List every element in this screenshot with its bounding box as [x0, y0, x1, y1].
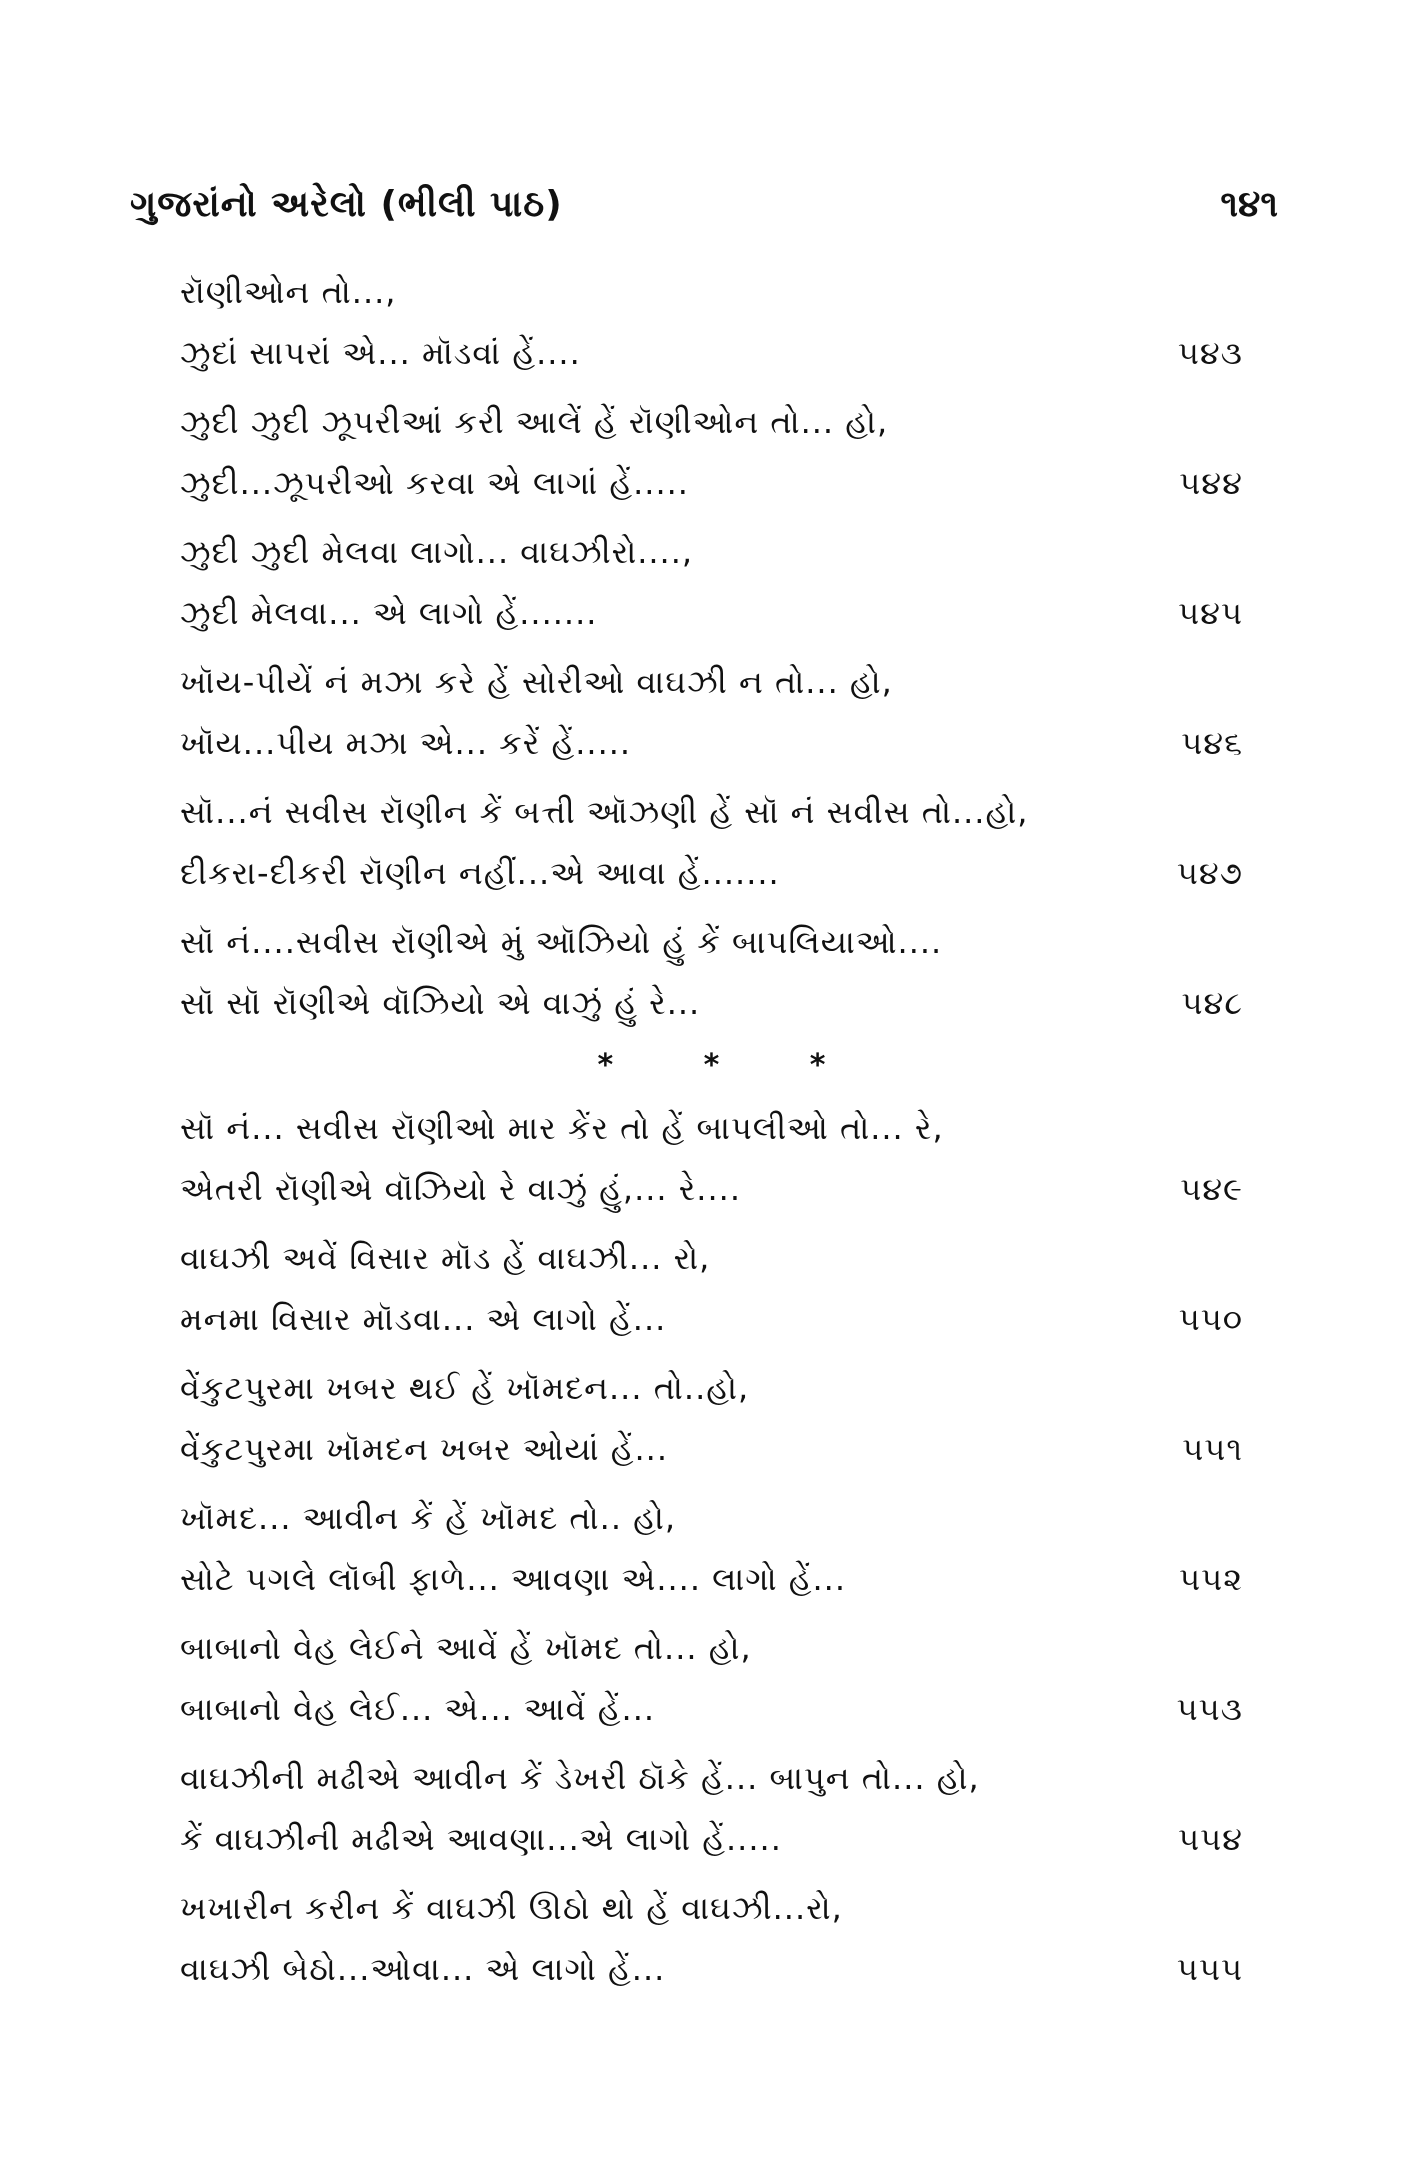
- verse-line: મનમા વિસાર મૉડવા... એ લાગો હેં...: [180, 1300, 667, 1338]
- verse-line: ઝુદી ઝુદી ઝૂપરીઆં કરી આલેં હેં રૉણીઓન તો... હો,: [180, 403, 889, 441]
- verse-stanza: [180, 1878, 1243, 2000]
- verse-stanza: [180, 912, 1243, 1034]
- verse-line: દીકરા-દીકરી રૉણીન નહીં...એ આવા હેં.......: [180, 854, 780, 892]
- verse-line: ઝુદી...ઝૂપરીઓ કરવા એ લાગાં હેં.....: [180, 464, 689, 502]
- verse-line: સૉ સૉ રૉણીએ વૉઝિયો એ વાઝું હું રે...: [180, 984, 701, 1022]
- verse-line: સૉ નં... સવીસ રૉણીઓ માર કેંર તો હેં બાપલીઓ તો... રે,: [180, 1109, 944, 1147]
- page-number: ૧૪૧: [1220, 184, 1278, 225]
- verse-line: વાઘઝી બેઠો...ઓવા... એ લાગો હેં...: [180, 1950, 666, 1988]
- page-header: [130, 170, 1278, 240]
- verse-stanza: [180, 1488, 1243, 1610]
- verse-number: ૫૪૪: [1179, 464, 1243, 502]
- stanza-gap: [180, 384, 1243, 392]
- stanza-gap: [180, 1870, 1243, 1878]
- verse-line: બાબાનો વેહ લેઈને આવેં હેં ખૉમદ તો... હો,: [180, 1629, 752, 1667]
- verse-line: કેં વાઘઝીની મઢીએ આવણા...એ લાગો હેં.....: [180, 1820, 782, 1858]
- stanza-gap: [180, 774, 1243, 782]
- stanza-gap: [180, 514, 1243, 522]
- verse-number: ૫૫૨: [1179, 1560, 1243, 1598]
- verse-line: વાઘઝીની મઢીએ આવીન કેં ડેખરી ઠૉકે હેં... બાપુન તો... હો,: [180, 1759, 980, 1797]
- verse-number: ૫૪૮: [1181, 984, 1243, 1022]
- verse-number: ૫૪૬: [1181, 724, 1243, 762]
- stanza-gap: [180, 1350, 1243, 1358]
- stanza-gap: [180, 644, 1243, 652]
- verse-line: ખૉય-પીયેં નં મઝા કરે હેં સોરીઓ વાઘઝી ન તો... હો,: [180, 663, 893, 701]
- verse-number: ૫૫૧: [1182, 1430, 1243, 1468]
- verse-line: ઝુદાં સાપરાં એ... મૉડવાં હેં....: [180, 334, 581, 372]
- verse-stanza: [180, 1098, 1243, 1220]
- verse-number: ૫૫૩: [1176, 1690, 1243, 1728]
- verse-number: ૫૫૦: [1178, 1300, 1243, 1338]
- verse-line: બાબાનો વેહ લેઈ... એ... આવેં હેં...: [180, 1690, 656, 1728]
- verse-line: એતરી રૉણીએ વૉઝિયો રે વાઝું હું,... રે....: [180, 1170, 741, 1208]
- verse-number: ૫૪૫: [1178, 594, 1243, 632]
- verse-stanza: [180, 1618, 1243, 1740]
- verse-body: [180, 262, 1243, 2000]
- running-title: ગુજરાંનો અરેલો (ભીલી પાઠ): [130, 184, 563, 225]
- verse-group-a: [180, 262, 1243, 1034]
- verse-stanza: [180, 1358, 1243, 1480]
- verse-line: ઝુદી મેલવા... એ લાગો હેં.......: [180, 594, 598, 632]
- verse-line: ખૉમદ... આવીન કેં હેં ખૉમદ તો.. હો,: [180, 1499, 677, 1537]
- stanza-gap: [180, 1220, 1243, 1228]
- verse-stanza: [180, 782, 1243, 904]
- verse-stanza: [180, 652, 1243, 774]
- verse-line: સૉ નં....સવીસ રૉણીએ મું ઑઝિયો હું કેં બાપલિયાઓ....: [180, 923, 943, 961]
- verse-stanza: [180, 262, 1243, 384]
- verse-group-b: [180, 1098, 1243, 2000]
- verse-line: વાઘઝી અવેં વિસાર મૉડ હેં વાઘઝી... રો,: [180, 1239, 711, 1277]
- stanza-gap: [180, 904, 1243, 912]
- verse-line: સોટે પગલે લૉબી ફાળે... આવણા એ.... લાગો હેં...: [180, 1560, 847, 1598]
- verse-number: ૫૪૩: [1177, 334, 1243, 372]
- stanza-gap: [180, 1740, 1243, 1748]
- verse-line: વેંકુટપુરમા ખૉમદન ખબર ઓયાં હેં...: [180, 1430, 669, 1468]
- section-separator: * * *: [597, 1048, 866, 1083]
- verse-line: રૉણીઓન તો...,: [180, 273, 397, 311]
- stanza-gap: [180, 1480, 1243, 1488]
- verse-number: ૫૪૭: [1176, 854, 1243, 892]
- verse-stanza: [180, 1228, 1243, 1350]
- verse-number: ૫૫૫: [1176, 1950, 1243, 1988]
- stanza-gap: [180, 1610, 1243, 1618]
- verse-line: સૉ...નં સવીસ રૉણીન કેં બત્તી ઑઝણી હેં સૉ નં સવીસ તો...હો,: [180, 793, 1029, 831]
- verse-line: ઝુદી ઝુદી મેલવા લાગો... વાઘઝીરો....,: [180, 533, 694, 571]
- verse-number: ૫૫૪: [1178, 1820, 1243, 1858]
- verse-stanza: [180, 522, 1243, 644]
- verse-line: વેંકુટપુરમા ખબર થઈ હેં ખૉમદન... તો..હો,: [180, 1369, 750, 1407]
- verse-number: ૫૪૯: [1180, 1170, 1243, 1208]
- verse-line: ખખારીન કરીન કેં વાઘઝી ઊઠો થો હેં વાઘઝી...રો,: [180, 1889, 843, 1927]
- verse-stanza: [180, 392, 1243, 514]
- verse-line: ખૉય...પીય મઝા એ... કરેં હેં.....: [180, 724, 632, 762]
- verse-stanza: [180, 1748, 1243, 1870]
